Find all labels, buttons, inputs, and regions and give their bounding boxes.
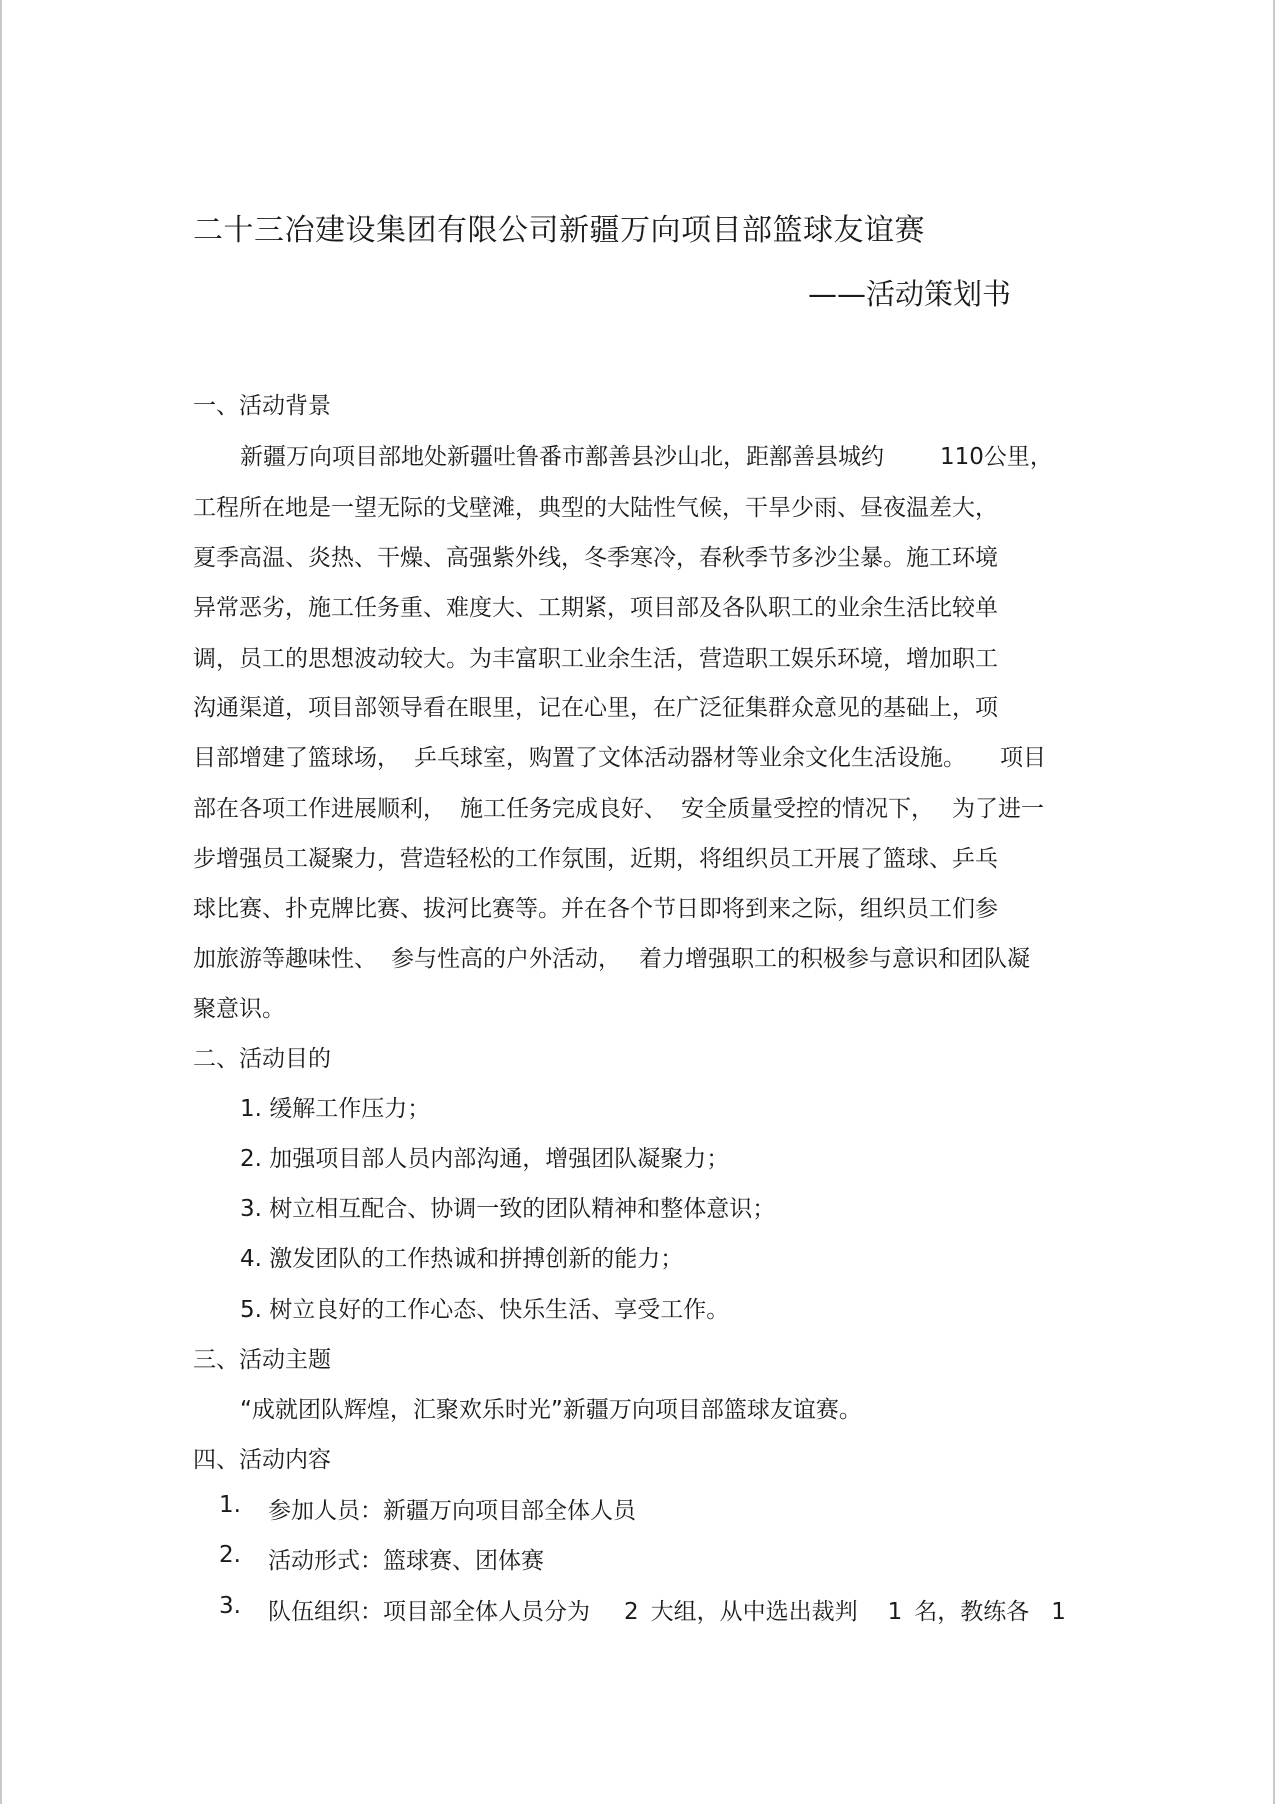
document-subtitle: ——活动策划书 xyxy=(808,277,1012,311)
text-run: 大组，从中选出裁判 xyxy=(650,1599,858,1625)
list-number: 2. xyxy=(219,1542,241,1568)
paragraph-line: 聚意识。 xyxy=(193,996,285,1022)
distance-number: 110 xyxy=(940,444,984,470)
paragraph-line: 沟通渠道，项目部领导看在眼里，记在心里，在广泛征集群众意见的基础上，项 xyxy=(193,695,998,721)
section-heading-content: 四、活动内容 xyxy=(193,1447,331,1473)
paragraph-line xyxy=(193,790,1044,823)
list-item: 1. 缓解工作压力； xyxy=(240,1096,431,1122)
text-run: 新疆万向项目部地处新疆吐鲁番市鄯善县沙山北，距鄯善县城约 xyxy=(240,444,884,470)
paragraph-line: 夏季高温、炎热、干燥、高强紫外线，冬季寒冷，春秋季节多沙尘暴。施工环境 xyxy=(193,545,998,571)
paragraph-line: 工程所在地是一望无际的戈壁滩，典型的大陆性气候，干旱少雨、昼夜温差大， xyxy=(193,495,998,521)
page-border-left xyxy=(0,0,2,1804)
text-run: 着力增强职工的积极参与意识和团队凝 xyxy=(639,946,1030,972)
section-heading-purpose: 二、活动目的 xyxy=(193,1046,331,1072)
list-item: 2. 加强项目部人员内部沟通，增强团队凝聚力； xyxy=(240,1146,730,1172)
list-number: 1. xyxy=(219,1492,241,1518)
theme-text: “成就团队辉煌，汇聚欢乐时光”新疆万向项目部篮球友谊赛。 xyxy=(240,1397,862,1423)
text-run: 公里， xyxy=(983,444,1053,470)
text-run: 加旅游等趣味性、 xyxy=(193,946,377,972)
document-title: 二十三冶建设集团有限公司新疆万向项目部篮球友谊赛 xyxy=(193,213,925,248)
text-run: 乒乓球室，购置了文体活动器材等业余文化生活设施。 xyxy=(414,745,966,771)
list-item: 4. 激发团队的工作热诚和拼搏创新的能力； xyxy=(240,1246,684,1272)
paragraph-line: 步增强员工凝聚力，营造轻松的工作氛围，近期，将组织员工开展了篮球、乒乓 xyxy=(193,846,998,872)
group-count: 2 xyxy=(624,1599,639,1625)
text-run: 队伍组织：项目部全体人员分为 xyxy=(268,1599,590,1625)
coach-count: 1 xyxy=(1051,1599,1066,1625)
text-run: 为了进一 xyxy=(952,796,1044,822)
paragraph-line: 球比赛、扑克牌比赛、拔河比赛等。并在各个节日即将到来之际，组织员工们参 xyxy=(193,896,998,922)
paragraph-line xyxy=(193,739,1046,772)
text-run: 名，教练各 xyxy=(914,1599,1030,1625)
section-heading-background: 一、活动背景 xyxy=(193,393,331,419)
paragraph-line xyxy=(240,438,1053,471)
list-item: 5. 树立良好的工作心态、快乐生活、享受工作。 xyxy=(240,1297,730,1323)
text-run: 目部增建了篮球场， xyxy=(193,745,400,771)
text-run: 部在各项工作进展顺利， xyxy=(193,796,446,822)
list-item: 3. 树立相互配合、协调一致的团队精神和整体意识； xyxy=(240,1196,776,1222)
text-run: 项目 xyxy=(1000,745,1046,771)
paragraph-line: 异常恶劣，施工任务重、难度大、工期紧，项目部及各队职工的业余生活比较单 xyxy=(193,595,998,621)
paragraph-line xyxy=(193,940,1030,973)
paragraph-line: 调，员工的思想波动较大。为丰富职工业余生活，营造职工娱乐环境，增加职工 xyxy=(193,646,998,672)
text-run: 施工任务完成良好、 xyxy=(460,796,667,822)
list-item: 活动形式：篮球赛、团体赛 xyxy=(268,1548,544,1574)
list-item: 参加人员：新疆万向项目部全体人员 xyxy=(268,1498,636,1524)
list-number: 3. xyxy=(219,1593,241,1619)
text-run: 安全质量受控的情况下， xyxy=(681,796,934,822)
referee-count: 1 xyxy=(887,1599,903,1625)
list-item xyxy=(268,1593,1066,1626)
section-heading-theme: 三、活动主题 xyxy=(193,1347,331,1373)
text-run: 参与性高的户外活动， xyxy=(391,946,621,972)
